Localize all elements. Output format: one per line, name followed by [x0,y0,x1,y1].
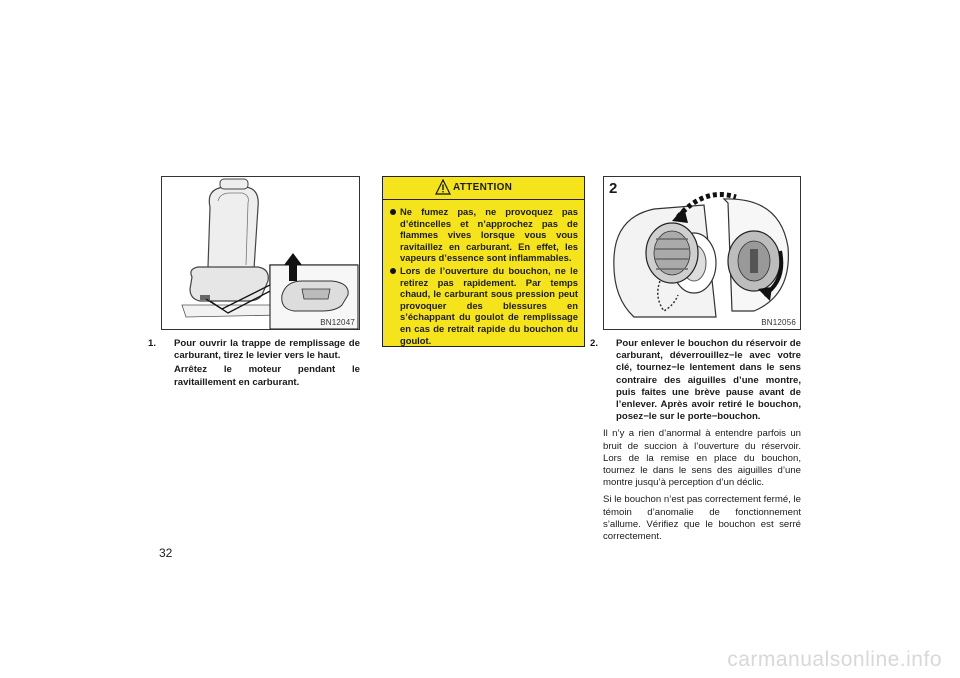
warning-header [383,177,584,200]
warning-bullet [390,206,578,264]
left-column-text [148,338,360,389]
warning-title: ATTENTION [453,182,513,193]
step-2 [590,338,801,423]
right-column-text [590,338,801,543]
figure-fuel-cap [603,176,801,330]
bullet-dot-icon [390,209,396,215]
step-number: 1. [148,338,157,349]
step-text: Pour enlever le bouchon du réservoir de carburant, déverrouillez−le avec votre clé, tournez−le lentement dans le sens contraire des aiguilles d’une montre, puis faites une brève pause avant de l’enlever. Après avoir retiré le bouchon, posez−le sur le porte−bouchon. [616,338,801,423]
figure-number: 2 [609,180,618,197]
warning-bullet [390,265,578,346]
step-1-note: Arrêtez le moteur pendant le ravitaillement en carburant. [174,364,360,388]
warning-box [382,176,585,347]
figure-label: BN12047 [320,318,355,327]
fuel-cap-illustration [604,177,800,329]
warning-bullet-text: Lors de l’ouverture du bouchon, ne le retirez pas rapidement. Par temps chaud, le carburant sous pression peut provoquer des blessures en s’échappant du goulot de remplissage en cas de retrait rapide du bouchon du goulot. [400,264,578,346]
watermark: carmanualsonline.info [727,648,942,671]
warning-bullet-text: Ne fumez pas, ne provoquez pas d’étincelles et n’approchez pas de flammes vives lorsque vous vous ravitaillez en carburant. En effet, les vapeurs d’essence sont inflammables. [400,206,578,264]
page-number: 32 [159,546,173,560]
bullet-dot-icon [390,268,396,274]
figure-label: BN12056 [761,318,796,327]
warning-triangle-icon [435,179,451,195]
figure-fuel-door-lever [161,176,360,330]
step-number: 2. [590,338,599,349]
paragraph: Si le bouchon n’est pas correctement fermé, le témoin d’anomalie de fonctionnement s’allume. Vérifiez que le bouchon est serré correctement. [603,494,801,543]
step-1 [148,338,360,362]
warning-body [383,200,584,346]
seat-lever-illustration [162,177,359,329]
paragraph: Il n’y a rien d’anormal à entendre parfois un bruit de succion à l’ouverture du réservoir. Lors de la remise en place du bouchon, tournez le dans le sens des aiguilles d’une montre jusqu’à perception d’un déclic. [603,428,801,489]
step-text: Pour ouvrir la trappe de remplissage de carburant, tirez le levier vers le haut. [174,338,360,362]
